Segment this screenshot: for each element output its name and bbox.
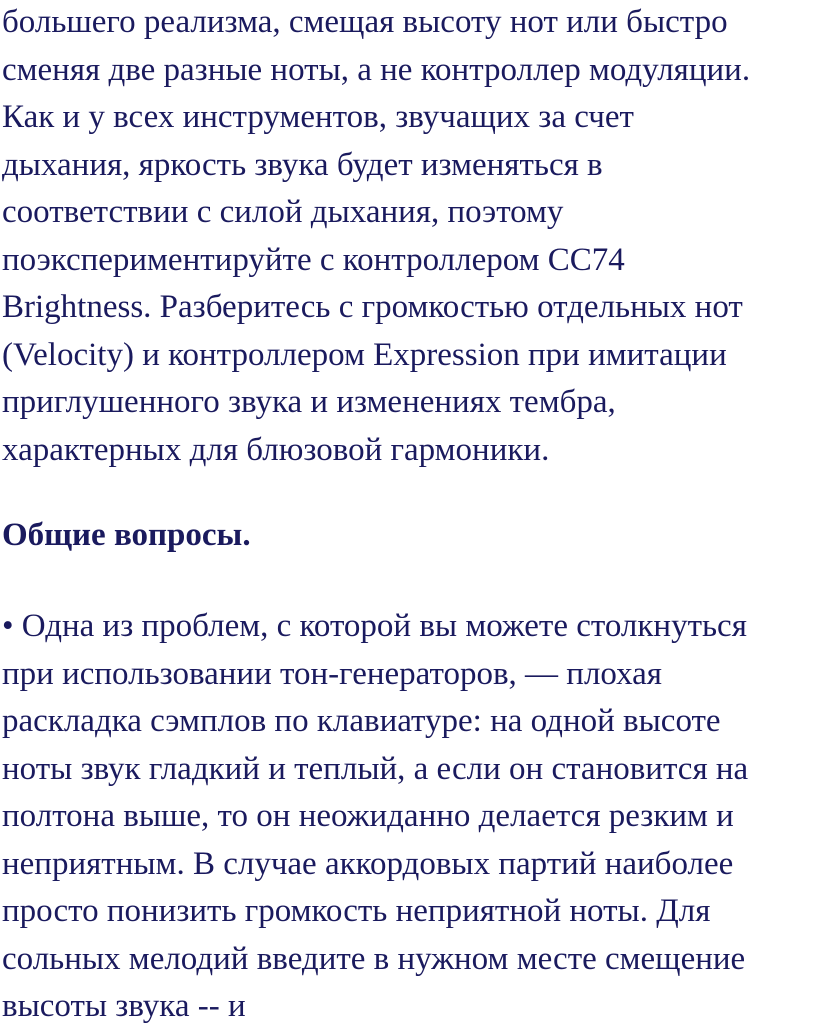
paragraph-line: раскладка сэмплов по клавиатуре: на одной высоте — [2, 703, 721, 739]
paragraph-line: сменяя две разные ноты, а не контроллер модуляции. — [2, 52, 751, 88]
paragraph-line: (Velocity) и контроллером Expression при имитации — [2, 337, 727, 373]
section-heading: Общие вопросы. — [2, 517, 251, 553]
paragraph-line: полтона выше, то он неожиданно делается резким и — [2, 798, 734, 834]
paragraph-line: приглушенного звука и изменениях тембра, — [2, 384, 616, 420]
paragraph-line: характерных для блюзовой гармоники. — [2, 432, 550, 468]
paragraph-line: сольных мелодий введите в нужном месте смещение — [2, 941, 746, 977]
paragraph-line: Как и у всех инструментов, звучащих за счет — [2, 99, 634, 135]
paragraph-line: соответствии с силой дыхания, поэтому — [2, 194, 564, 230]
paragraph-line: ноты звук гладкий и теплый, а если он становится на — [2, 751, 749, 787]
paragraph-line: Brightness. Разберитесь с громкостью отдельных нот — [2, 289, 743, 325]
paragraph-line: высоты звука -- и — [2, 988, 246, 1024]
paragraph-line: поэкспериментируйте с контроллером СС74 — [2, 242, 625, 278]
paragraph-line: большего реализма, смещая высоту нот или быстро — [2, 4, 728, 40]
paragraph-line: • Одна из проблем, с которой вы можете столкнуться — [2, 608, 747, 644]
paragraph-line: при использовании тон-генераторов, — плохая — [2, 656, 662, 692]
paragraph-line: дыхания, яркость звука будет изменяться в — [2, 147, 603, 183]
paragraph-line: неприятным. В случае аккордовых партий наиболее — [2, 846, 734, 882]
paragraph-line: просто понизить громкость неприятной ноты. Для — [2, 893, 711, 929]
